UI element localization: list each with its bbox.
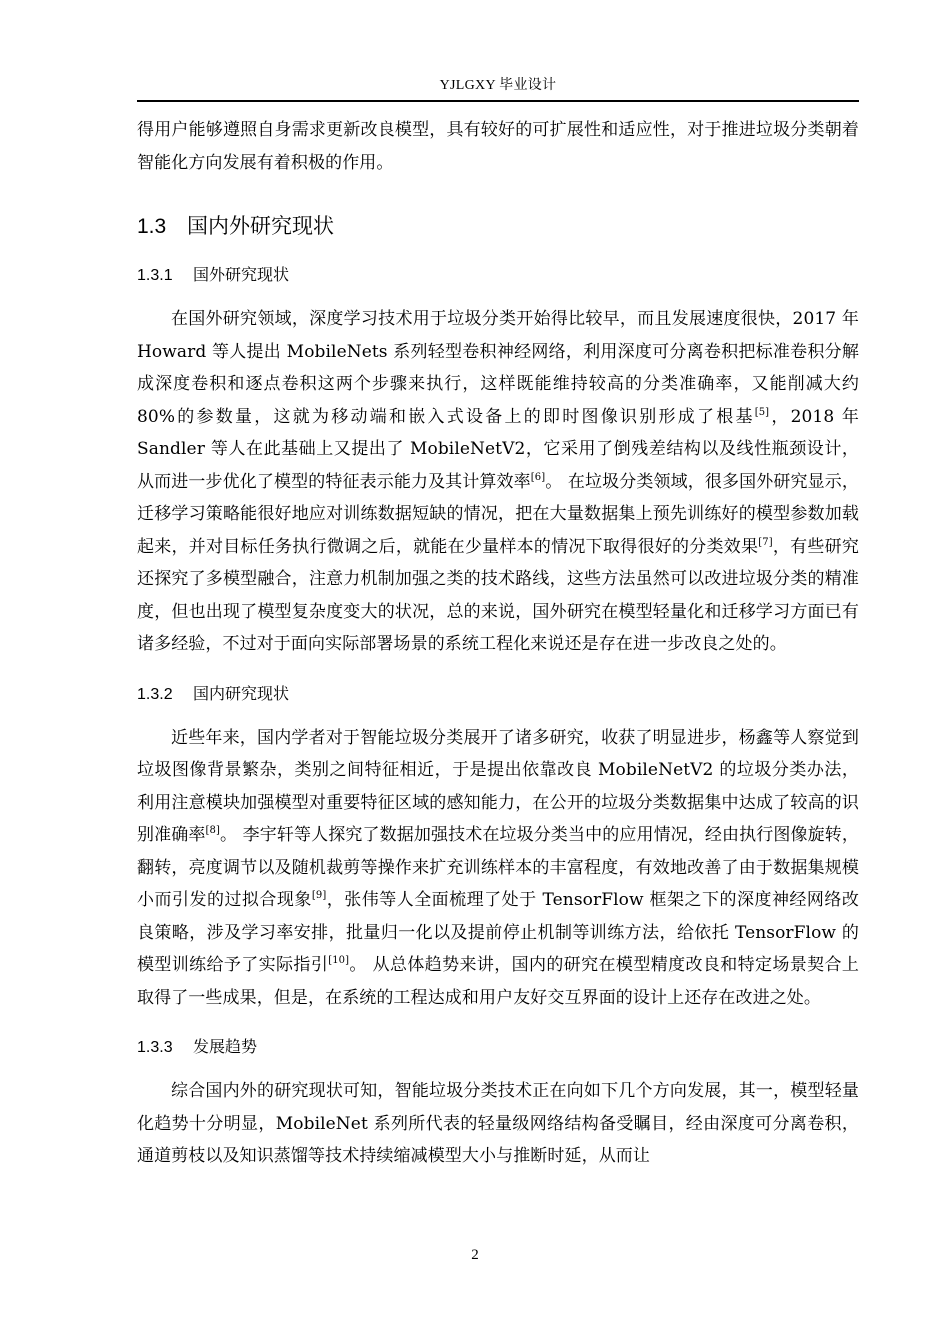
subsection-heading-foreign	[137, 262, 859, 289]
section-heading	[137, 211, 859, 242]
text-run: ，2018 年 Sandler 等人在此基础上又提出了 MobileNetV2，它采用了倒残差结构以及线性瓶颈设计，从而进一步优化了模型的特征表示能力及其计算效率	[137, 406, 859, 492]
domestic-research-paragraph	[137, 722, 859, 1015]
page-number: 2	[471, 1247, 479, 1263]
header-rule	[137, 100, 859, 102]
text-run: 。 在垃圾分类领域，很多国外研究显示，迁移学习策略能很好地应对训练数据短缺的情况，把在大量数据集上预先训练好的模型参数加载起来，并对目标任务执行微调之后，就能在少量样本的情况下取得很好的分类效果	[137, 471, 859, 557]
text-run: 在国外研究领域，深度学习技术用于垃圾分类开始得比较早，而且发展速度很快，2017 年 Howard 等人提出 MobileNets 系列轻型卷积神经网络，利用深度可分离卷积把标准卷积分解成深度卷积和逐点卷积这两个步骤来执行，这样既能维持较高的分类准确率，又能削减大约 80%的参数量，这就为移动端和嵌入式设备上的即时图像识别形成了根基	[137, 309, 859, 427]
subsection-number: 1.3.2	[137, 685, 173, 703]
subsection-number: 1.3.1	[137, 267, 173, 284]
subsection-heading-domestic	[137, 681, 859, 708]
text-run: ，有些研究还探究了多模型融合，注意力机制加强之类的技术路线，这些方法虽然可以改进垃圾分类的精准度，但也出现了模型复杂度变大的状况，总的来说，国外研究在模型轻量化和迁移学习方面已有诸多经验，不过对于面向实际部署场景的系统工程化来说还是存在进一步改良之处的。	[137, 536, 860, 654]
citation: [10]	[328, 955, 350, 966]
subsection-title: 国外研究现状	[193, 265, 290, 284]
trends-paragraph: 综合国内外的研究现状可知，智能垃圾分类技术正在向如下几个方向发展，其一，模型轻量化趋势十分明显，MobileNet 系列所代表的轻量级网络结构备受瞩目，经由深度可分离卷积，通道剪枝以及知识蒸馏等技术持续缩减模型大小与推断时延，从而让	[137, 1081, 859, 1166]
subsection-title: 国内研究现状	[193, 683, 290, 703]
text-run: 近些年来，国内学者对于智能垃圾分类展开了诸多研究，收获了明显进步，杨鑫等人察觉到垃圾图像背景繁杂，类别之间特征相近，于是提出依靠改良 MobileNetV2 的垃圾分类办法，利用注意模块加强模型对重要特征区域的感知能力，在公开的垃圾分类数据集中达成了较高的识别准确率	[137, 727, 859, 845]
section-number: 1.3	[137, 215, 167, 238]
page-content	[137, 114, 859, 1173]
section-title: 国内外研究现状	[187, 214, 334, 238]
running-header: YJLGXY 毕业设计	[439, 78, 557, 93]
citation: [6]	[530, 471, 546, 483]
intro-paragraph: 得用户能够遵照自身需求更新改良模型，具有较好的可扩展性和适应性，对于推进垃圾分类朝着智能化方向发展有着积极的作用。	[137, 120, 859, 173]
citation: [8]	[205, 825, 220, 836]
citation: [9]	[311, 890, 327, 901]
text-run: 。 李宇轩等人探究了数据加强技术在垃圾分类当中的应用情况，经由执行图像旋转，翻转，亮度调节以及随机裁剪等操作来扩充训练样本的丰富程度，有效地改善了由于数据集规模小而引发的过拟合现象	[137, 825, 860, 910]
text-run: ，张伟等人全面梳理了处于 TensorFlow 框架之下的深度神经网络改良策略，涉及学习率安排，批量归一化以及提前停止机制等训练方法，给依托 TensorFlow 的模型训练给予了实际指引	[137, 890, 859, 975]
citation: [7]	[758, 536, 773, 548]
subsection-heading-trends	[137, 1034, 859, 1061]
subsection-number: 1.3.3	[137, 1039, 173, 1056]
foreign-research-paragraph	[137, 303, 859, 661]
subsection-title: 发展趋势	[193, 1037, 258, 1056]
text-run: 。 从总体趋势来讲，国内的研究在模型精度改良和特定场景契合上取得了一些成果，但是，在系统的工程达成和用户友好交互界面的设计上还存在改进之处。	[137, 955, 859, 1008]
citation: [5]	[754, 406, 770, 418]
